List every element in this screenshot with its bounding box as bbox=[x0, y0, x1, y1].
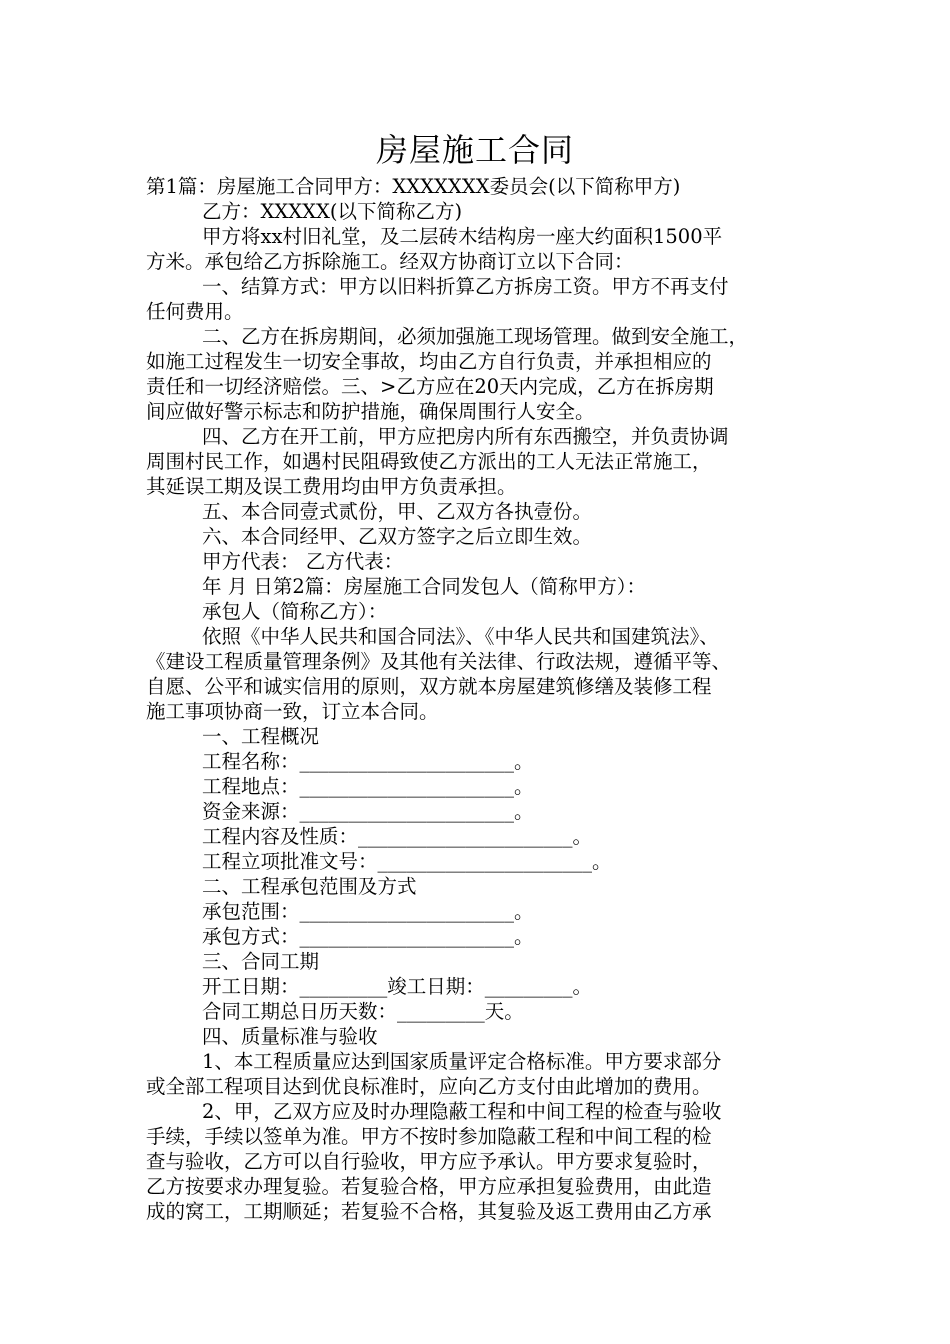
document-line: 甲方代表： 乙方代表： bbox=[202, 550, 404, 573]
document-line: 一、结算方式：甲方以旧料折算乙方拆房工资。甲方不再支付 bbox=[202, 275, 729, 298]
document-line: 自愿、公平和诚实信用的原则，双方就本房屋建筑修缮及装修工程 bbox=[146, 675, 712, 698]
document-line: 2、甲，乙双方应及时办理隐蔽工程和中间工程的检查与验收 bbox=[202, 1100, 722, 1123]
document-line: 如施工过程发生一切安全事故，均由乙方自行负责，并承担相应的 bbox=[146, 350, 712, 373]
document-line: 或全部工程项目达到优良标准时，应向乙方支付由此增加的费用。 bbox=[146, 1075, 712, 1098]
document-line: 间应做好警示标志和防护措施，确保周围行人安全。 bbox=[146, 400, 595, 423]
document-line: 责任和一切经济赔偿。三、>乙方应在20天内完成，乙方在拆房期 bbox=[146, 375, 714, 398]
document-line: 施工事项协商一致，订立本合同。 bbox=[146, 700, 439, 723]
document-line: 甲方将xx村旧礼堂，及二层砖木结构房一座大约面积1500平 bbox=[202, 225, 723, 248]
document-line: 合同工期总日历天数：_________天。 bbox=[202, 1000, 524, 1023]
document-line: 工程地点：______________________。 bbox=[202, 775, 534, 798]
document-body bbox=[146, 174, 814, 1224]
document-line: 周围村民工作，如遇村民阻碍致使乙方派出的工人无法正常施工， bbox=[146, 450, 712, 473]
document-line: 二、工程承包范围及方式 bbox=[202, 875, 417, 898]
document-line: 三、合同工期 bbox=[202, 950, 320, 973]
document-line: 1、本工程质量应达到国家质量评定合格标准。甲方要求部分 bbox=[202, 1050, 722, 1073]
document-line: 其延误工期及误工费用均由甲方负责承担。 bbox=[146, 475, 517, 498]
document-line: 一、工程概况 bbox=[202, 725, 320, 748]
document-line: 资金来源：______________________。 bbox=[202, 800, 534, 823]
document-line: 依照《中华人民共和国合同法》、《中华人民共和国建筑法》、 bbox=[202, 625, 719, 648]
document-line: 承包范围：______________________。 bbox=[202, 900, 534, 923]
document-line: 承包人（简称乙方）： bbox=[202, 600, 388, 623]
document-line: 四、乙方在开工前，甲方应把房内所有东西搬空，并负责协调 bbox=[202, 425, 729, 448]
document-line: 乙方按要求办理复验。若复验合格，甲方应承担复验费用，由此造 bbox=[146, 1175, 712, 1198]
document-line: 六、本合同经甲、乙双方签字之后立即生效。 bbox=[202, 525, 593, 548]
document-line: 第1篇：房屋施工合同甲方：XXXXXXX委员会(以下简称甲方) bbox=[146, 175, 681, 198]
document-line: 《建设工程质量管理条例》及其他有关法律、行政法规，遵循平等、 bbox=[146, 650, 732, 673]
document-line: 手续，手续以签单为准。甲方不按时参加隐蔽工程和中间工程的检 bbox=[146, 1125, 712, 1148]
document-line: 工程内容及性质：______________________。 bbox=[202, 825, 593, 848]
document-title: 房屋施工合同 bbox=[375, 131, 574, 169]
document-line: 方米。承包给乙方拆除施工。经双方协商订立以下合同： bbox=[146, 250, 634, 273]
document-line: 任何费用。 bbox=[146, 300, 244, 323]
document-line: 成的窝工，工期顺延；若复验不合格，其复验及返工费用由乙方承 bbox=[146, 1200, 712, 1223]
document-line: 查与验收，乙方可以自行验收，甲方应予承认。甲方要求复验时， bbox=[146, 1150, 712, 1173]
document-line: 二、乙方在拆房期间，必须加强施工现场管理。做到安全施工， bbox=[202, 325, 749, 348]
document-line: 承包方式：______________________。 bbox=[202, 925, 534, 948]
document-line: 工程名称：______________________。 bbox=[202, 750, 534, 773]
document-line: 五、本合同壹式贰份，甲、乙双方各执壹份。 bbox=[202, 500, 593, 523]
document-line: 年 月 日第2篇：房屋施工合同发包人（简称甲方）： bbox=[202, 575, 647, 598]
document-line: 四、质量标准与验收 bbox=[202, 1025, 378, 1048]
document-line: 乙方：XXXXX(以下简称乙方) bbox=[202, 200, 463, 223]
document-line: 开工日期：_________竣工日期：_________。 bbox=[202, 975, 593, 998]
document-line: 工程立项批准文号：______________________。 bbox=[202, 850, 612, 873]
